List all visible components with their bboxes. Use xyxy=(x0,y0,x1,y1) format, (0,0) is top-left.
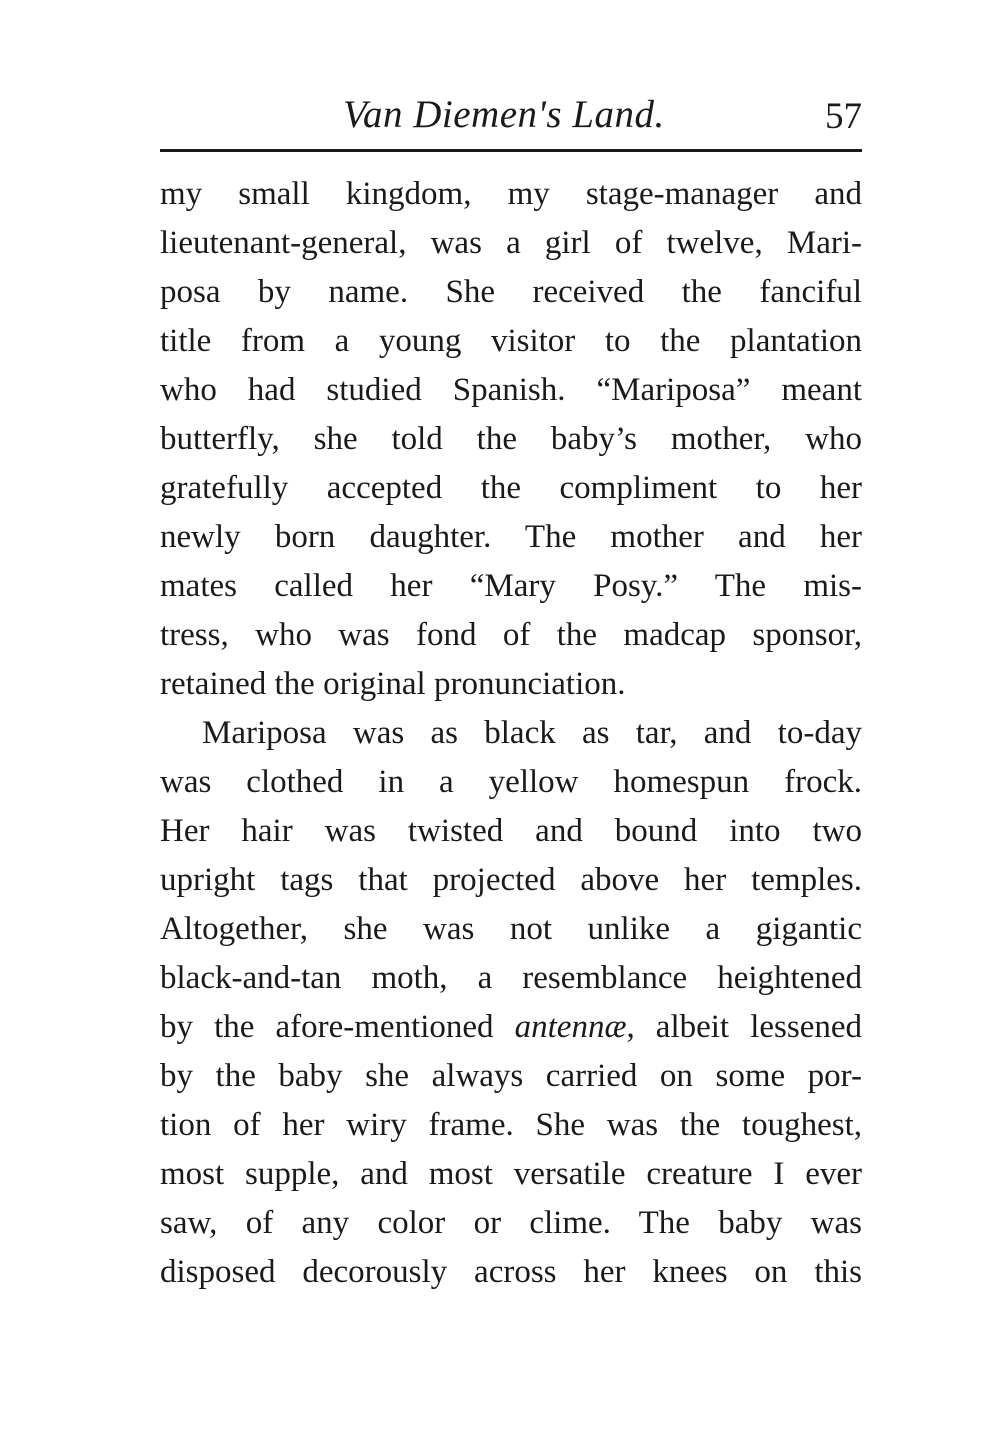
text-line: black-and-tan moth, a resemblance heightened xyxy=(160,960,862,996)
italic-word: antennæ xyxy=(514,1009,627,1045)
text-line: disposed decorously across her knees on this xyxy=(160,1254,862,1290)
text-line: tion of her wiry frame. She was the toughest, xyxy=(160,1107,862,1143)
text-line: gratefully accepted the compliment to her xyxy=(160,470,862,506)
text-line: posa by name. She received the fanciful xyxy=(160,274,862,310)
text-line: butterfly, she told the baby’s mother, who xyxy=(160,421,862,457)
text-line: most supple, and most versatile creature I ever xyxy=(160,1156,862,1192)
paragraph-end-line: retained the original pronunciation. xyxy=(160,666,626,702)
running-head xyxy=(160,88,862,142)
page-number: 57 xyxy=(825,96,862,137)
text-line: newly born daughter. The mother and her xyxy=(160,519,862,555)
header-rule xyxy=(160,149,862,152)
text-line: title from a young visitor to the plantation xyxy=(160,323,862,359)
text-line: Altogether, she was not unlike a gigantic xyxy=(160,911,862,947)
text-line: was clothed in a yellow homespun frock. xyxy=(160,764,862,800)
text-line: by the baby she always carried on some por- xyxy=(160,1058,862,1094)
text-line: Her hair was twisted and bound into two xyxy=(160,813,862,849)
text-line: my small kingdom, my stage-manager and xyxy=(160,176,862,212)
text-line: saw, of any color or clime. The baby was xyxy=(160,1205,862,1241)
running-title: Van Diemen's Land. xyxy=(343,93,665,136)
paragraph-start-line: Mariposa was as black as tar, and to-day xyxy=(202,715,862,751)
text-line: lieutenant-general, was a girl of twelve, Mari- xyxy=(160,225,862,261)
text-line: mates called her “Mary Posy.” The mis- xyxy=(160,568,862,604)
text-segment: , albeit lessened xyxy=(626,1009,862,1045)
text-line: who had studied Spanish. “Mariposa” meant xyxy=(160,372,862,408)
text-line-with-italic xyxy=(160,1003,862,1052)
text-segment: by the afore-mentioned xyxy=(160,1009,515,1045)
text-line: tress, who was fond of the madcap sponsor, xyxy=(160,617,862,653)
text-line: upright tags that projected above her temples. xyxy=(160,862,862,898)
body-text xyxy=(160,170,862,1297)
